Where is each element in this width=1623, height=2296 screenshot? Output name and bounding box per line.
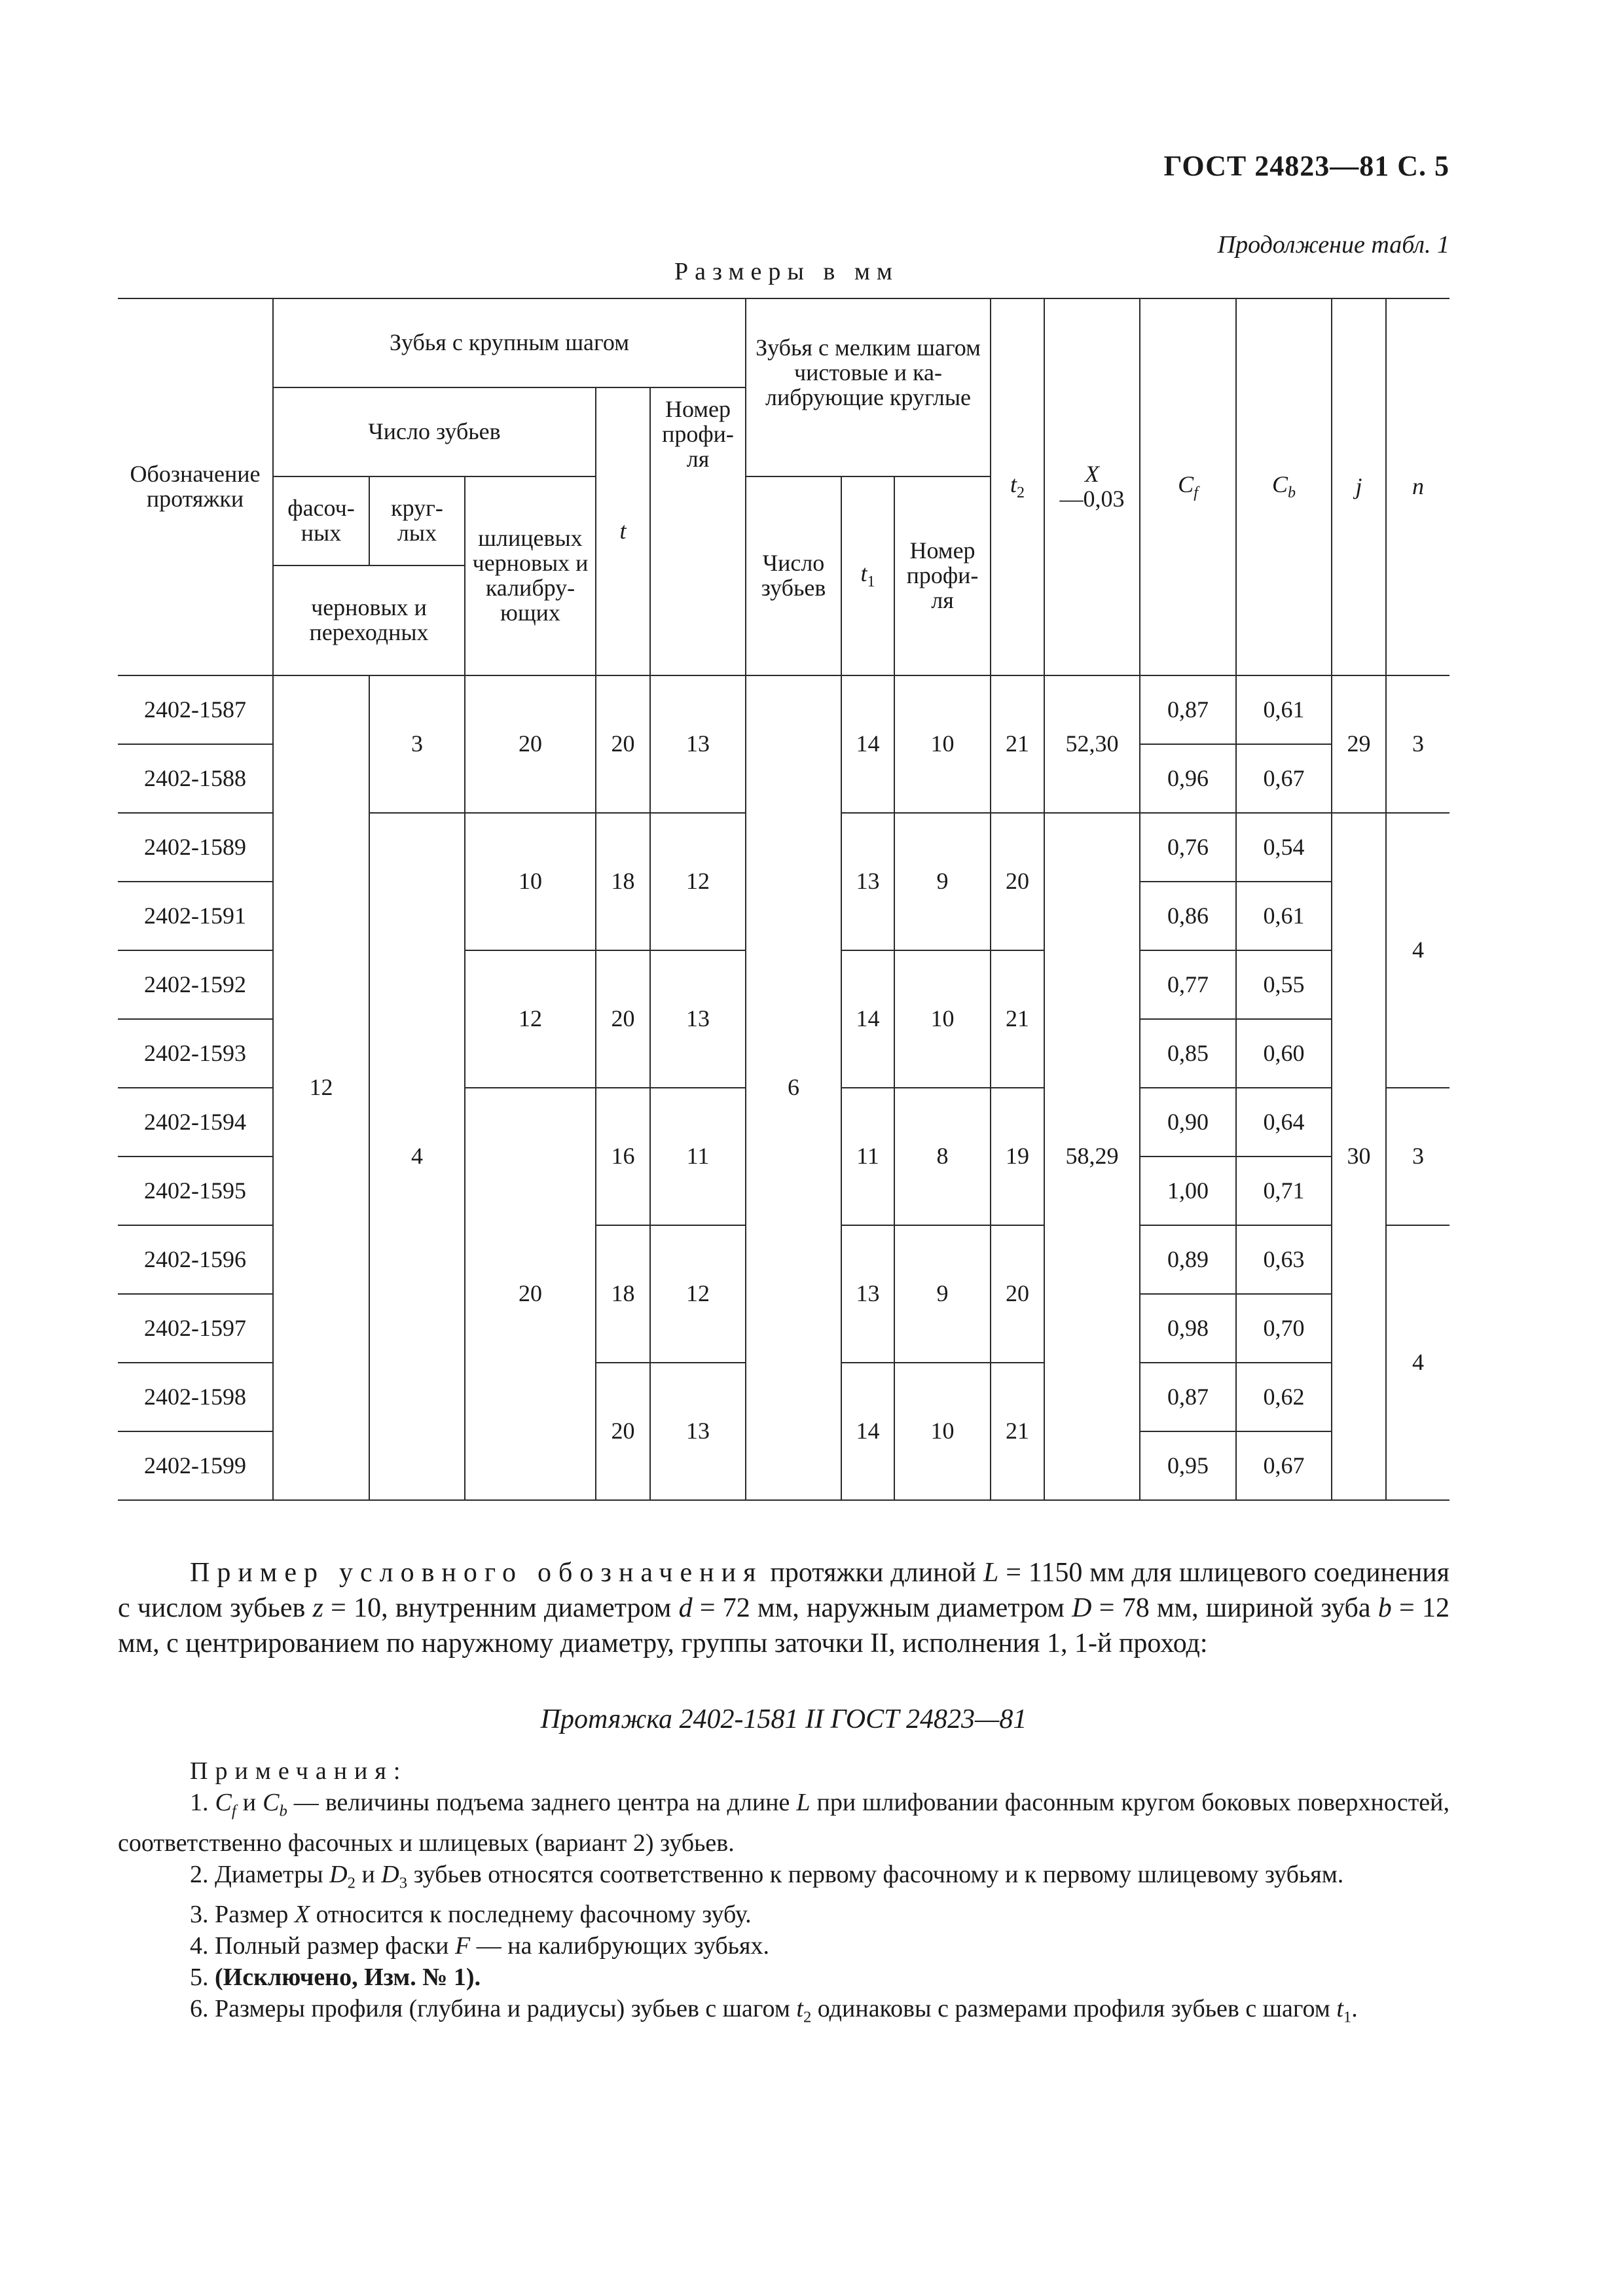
note-4: 4. Полный размер фаски F — на калибрующих зубьях.	[190, 1932, 769, 1960]
cell-t2: 20	[991, 1225, 1044, 1363]
header-cf: $C_f$	[1140, 298, 1236, 675]
note-1: 1. $C_f$ и $C_b$ — величины подъема заднего центра на длине L при шлифовании фасонным кругом боковых поверхностей, соответственно фасочных и шлицевых (вариант 2) зубьев.	[118, 1789, 1450, 1857]
cell-t: 16	[596, 1088, 650, 1225]
cell-designation: 2402-1593	[118, 1019, 273, 1088]
header-j: j	[1332, 298, 1386, 675]
header-fine-profile: Номер профи-ля	[894, 476, 991, 675]
header-round: круг-лых	[369, 476, 465, 565]
header-designation: Обозначение протяжки	[118, 298, 273, 675]
cell-profile: 13	[650, 1363, 746, 1500]
cell-t: 18	[596, 813, 650, 950]
cell-spline: 20	[465, 675, 596, 813]
cell-t2: 20	[991, 813, 1044, 950]
cell-fine-profile: 9	[894, 813, 991, 950]
cell-t2: 21	[991, 950, 1044, 1088]
cell-cb: 0,60	[1236, 1019, 1332, 1088]
note-3: 3. Размер X относится к последнему фасочному зубу.	[190, 1901, 752, 1929]
cell-cf: 0,85	[1140, 1019, 1236, 1088]
header-fine-count: Число зубьев	[746, 476, 841, 675]
cell-t1: 14	[841, 675, 894, 813]
cell-profile: 13	[650, 950, 746, 1088]
cell-cf: 0,77	[1140, 950, 1236, 1019]
notes-block	[118, 1755, 1450, 2034]
cell-t1: 14	[841, 1363, 894, 1500]
cell-designation: 2402-1588	[118, 744, 273, 813]
cell-cb: 0,70	[1236, 1294, 1332, 1363]
notes-title: Примечания:	[190, 1757, 408, 1785]
broach-dimensions-table	[118, 298, 1450, 1501]
cell-fine-profile: 10	[894, 950, 991, 1088]
cell-designation: 2402-1587	[118, 675, 273, 744]
header-t1: $t_1$	[841, 476, 894, 675]
cell-cb: 0,61	[1236, 882, 1332, 950]
cell-fine-profile: 9	[894, 1225, 991, 1363]
cell-t1: 13	[841, 1225, 894, 1363]
example-designation: Протяжка 2402-1581 II ГОСТ 24823—81	[540, 1704, 1027, 1734]
cell-cf: 0,87	[1140, 675, 1236, 744]
cell-fine-profile: 10	[894, 675, 991, 813]
header-chamfer: фасоч-ных	[273, 476, 369, 565]
cell-spline: 12	[465, 950, 596, 1088]
cell-designation: 2402-1595	[118, 1157, 273, 1225]
cell-designation: 2402-1598	[118, 1363, 273, 1431]
cell-round: 3	[369, 675, 465, 813]
header-teeth-count: Число зубьев	[273, 387, 596, 476]
header-cb: $C_b$	[1236, 298, 1332, 675]
note-5: 5. (Исключено, Изм. № 1).	[190, 1964, 481, 1992]
cell-n: 3	[1386, 1088, 1450, 1225]
cell-profile: 12	[650, 1225, 746, 1363]
units-caption: Размеры в мм	[674, 258, 899, 285]
header-t: t	[596, 387, 650, 675]
cell-cb: 0,71	[1236, 1157, 1332, 1225]
cell-cf: 0,95	[1140, 1431, 1236, 1500]
cell-profile: 12	[650, 813, 746, 950]
cell-t: 20	[596, 950, 650, 1088]
note-6: 6. Размеры профиля (глубина и радиусы) зубьев с шагом $t_2$ одинаковы с размерами профиля зубьев с шагом $t_1$.	[190, 1995, 1358, 2026]
cell-cb: 0,67	[1236, 1431, 1332, 1500]
cell-spline: 10	[465, 813, 596, 950]
cell-j: 30	[1332, 813, 1386, 1500]
cell-spline: 20	[465, 1088, 596, 1500]
cell-cf: 0,96	[1140, 744, 1236, 813]
header-t2: $t_2$	[991, 298, 1044, 675]
cell-t2: 21	[991, 1363, 1044, 1500]
cell-cf: 0,76	[1140, 813, 1236, 882]
cell-cb: 0,67	[1236, 744, 1332, 813]
cell-cb: 0,54	[1236, 813, 1332, 882]
table-continuation-label: Продолжение табл. 1	[1217, 231, 1450, 259]
cell-t: 20	[596, 1363, 650, 1500]
cell-chamfer: 12	[273, 675, 369, 1500]
example-paragraph: Пример условного обозначения протяжки длиной L = 1150 мм для шлицевого соединения с числом зубьев z = 10, внутренним диаметром d = 72 мм, наружным диаметром D = 78 мм, шириной зуба b = 12 мм, с центрированием по наружному диаметру, группы заточки II, исполнения 1, 1-й проход:	[118, 1558, 1450, 1659]
cell-n: 4	[1386, 1225, 1450, 1500]
table-row	[118, 675, 1450, 744]
cell-designation: 2402-1599	[118, 1431, 273, 1500]
cell-designation: 2402-1592	[118, 950, 273, 1019]
cell-fine-profile: 8	[894, 1088, 991, 1225]
cell-j: 29	[1332, 675, 1386, 813]
cell-profile: 13	[650, 675, 746, 813]
cell-cb: 0,64	[1236, 1088, 1332, 1157]
cell-cb: 0,61	[1236, 675, 1332, 744]
example-lead: Пример условного обозначения	[190, 1558, 763, 1588]
cell-cf: 0,87	[1140, 1363, 1236, 1431]
cell-t2: 19	[991, 1088, 1044, 1225]
header-spline: шлицевых черновых и калибру-ющих	[465, 476, 596, 675]
cell-t: 18	[596, 1225, 650, 1363]
cell-cf: 1,00	[1140, 1157, 1236, 1225]
cell-fine-count: 6	[746, 675, 841, 1500]
cell-cb: 0,63	[1236, 1225, 1332, 1294]
cell-t: 20	[596, 675, 650, 813]
cell-n: 3	[1386, 675, 1450, 813]
cell-cf: 0,89	[1140, 1225, 1236, 1294]
cell-designation: 2402-1591	[118, 882, 273, 950]
cell-designation: 2402-1589	[118, 813, 273, 882]
cell-fine-profile: 10	[894, 1363, 991, 1500]
header-rough-transitional: черновых и переходных	[273, 565, 465, 675]
header-fine-teeth: Зубья с мелким шагом чистовые и ка-либрующие круглые	[746, 298, 991, 476]
cell-designation: 2402-1597	[118, 1294, 273, 1363]
cell-n: 4	[1386, 813, 1450, 1088]
cell-t1: 14	[841, 950, 894, 1088]
cell-cf: 0,90	[1140, 1088, 1236, 1157]
cell-x: 58,29	[1044, 813, 1140, 1500]
cell-t2: 21	[991, 675, 1044, 813]
cell-cb: 0,62	[1236, 1363, 1332, 1431]
cell-cb: 0,55	[1236, 950, 1332, 1019]
cell-round: 4	[369, 813, 465, 1500]
cell-x: 52,30	[1044, 675, 1140, 813]
header-x: X —0,03	[1044, 298, 1140, 675]
page-number: ГОСТ 24823—81 С. 5	[1163, 150, 1450, 182]
cell-cf: 0,98	[1140, 1294, 1236, 1363]
header-coarse-teeth: Зубья с крупным шагом	[273, 298, 746, 387]
note-2: 2. Диаметры $D_2$ и $D_3$ зубьев относятся соответственно к первому фасочному и к первому шлицевому зубьям.	[190, 1860, 1344, 1892]
cell-t1: 11	[841, 1088, 894, 1225]
header-profile-number: Номер профи-ля	[650, 387, 746, 675]
cell-cf: 0,86	[1140, 882, 1236, 950]
cell-designation: 2402-1594	[118, 1088, 273, 1157]
cell-designation: 2402-1596	[118, 1225, 273, 1294]
cell-t1: 13	[841, 813, 894, 950]
header-n: n	[1386, 298, 1450, 675]
cell-profile: 11	[650, 1088, 746, 1225]
